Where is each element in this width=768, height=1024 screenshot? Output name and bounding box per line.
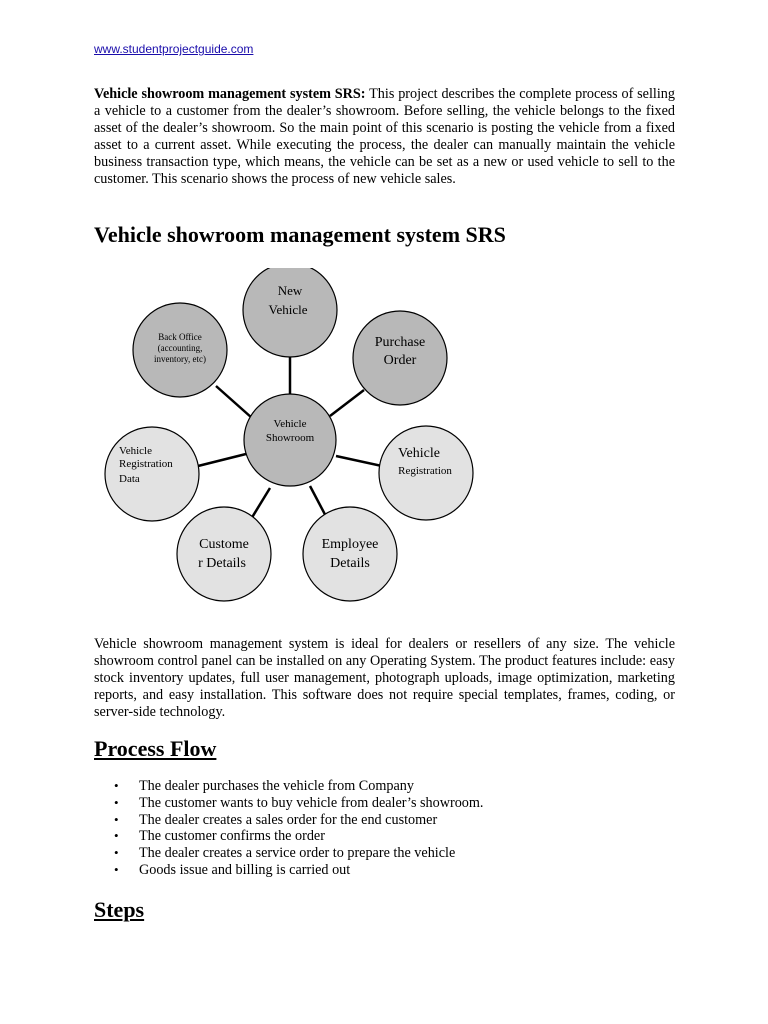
site-link[interactable]: www.studentprojectguide.com bbox=[94, 42, 254, 56]
intro-paragraph bbox=[94, 86, 675, 188]
node-employee-details-label-1: Employee bbox=[321, 537, 379, 552]
node-customer-details-circle bbox=[177, 507, 271, 601]
node-employee-details-circle bbox=[303, 507, 397, 601]
node-vehicle-registration-data-label-2: Registration bbox=[119, 458, 173, 470]
list-item: • The dealer creates a service order to prepare the vehicle bbox=[94, 845, 675, 862]
node-employee-details-label-2: Details bbox=[330, 556, 370, 571]
node-vehicle-registration-data-label-3: Data bbox=[119, 473, 140, 485]
node-vehicle-registration bbox=[379, 426, 473, 520]
node-vehicle-registration-label-1: Vehicle bbox=[398, 446, 440, 461]
node-back-office-label-1: Back Office bbox=[158, 332, 202, 342]
connector-vehicle-registration-data bbox=[198, 454, 246, 466]
node-employee-details bbox=[303, 507, 397, 601]
node-customer-details-label-1: Custome bbox=[199, 537, 249, 552]
node-purchase-order bbox=[353, 311, 447, 405]
node-back-office-label-2: (accounting, bbox=[157, 343, 203, 353]
list-item: • The customer confirms the order bbox=[94, 828, 675, 845]
node-purchase-order-label-1: Purchase bbox=[374, 335, 426, 350]
node-new-vehicle-label-1: New bbox=[277, 283, 303, 298]
node-purchase-order-label-2: Order bbox=[383, 353, 417, 368]
features-paragraph: Vehicle showroom management system is ideal for dealers or resellers of any size. The vehicle showroom control panel can be installed on any Operating System. The product features include: easy stock inventory updates, full user management, photograph uploads, image optimization, marketing reports, and easy installation. This software does not require special templates, frames, coding, or server-side technology. bbox=[94, 636, 675, 720]
srs-diagram bbox=[100, 268, 480, 614]
node-center-label-1: Vehicle bbox=[273, 418, 307, 430]
intro-body: This project describes the complete process of selling a vehicle to a customer from the dealer’s showroom. Before selling, the vehicle belongs to the fixed asset of the dealer’s showroom. So the main point of this scenario is posting the vehicle from a fixed asset to a current asset. While executing the process, the dealer can manually maintain the vehicle business transaction type, which means, the vehicle can be set as a new or used vehicle to sell to the customer. This scenario shows the process of new vehicle sales. bbox=[94, 86, 675, 187]
node-back-office-label-3: inventory, etc) bbox=[154, 354, 206, 364]
node-center bbox=[244, 394, 336, 486]
list-item: • The dealer purchases the vehicle from Company bbox=[94, 778, 675, 795]
srs-heading: Vehicle showroom management system SRS bbox=[94, 222, 506, 247]
node-new-vehicle bbox=[243, 268, 337, 357]
connector-purchase-order bbox=[330, 390, 364, 416]
node-customer-details bbox=[177, 507, 271, 601]
node-new-vehicle-label-2: Vehicle bbox=[268, 302, 308, 317]
connector-vehicle-registration bbox=[336, 456, 382, 466]
node-vehicle-registration-data bbox=[105, 427, 199, 521]
connector-back-office bbox=[216, 386, 252, 418]
list-item: • The customer wants to buy vehicle from dealer’s showroom. bbox=[94, 795, 675, 812]
node-center-label-2: Showroom bbox=[265, 432, 315, 444]
process-flow-list bbox=[94, 778, 675, 879]
node-customer-details-label-2: r Details bbox=[198, 556, 246, 571]
process-flow-heading: Process Flow bbox=[94, 736, 217, 761]
intro-lead: Vehicle showroom management system SRS: bbox=[94, 86, 366, 102]
list-item: • The dealer creates a sales order for the end customer bbox=[94, 812, 675, 829]
node-vehicle-registration-label-2: Registration bbox=[398, 465, 452, 477]
steps-heading: Steps bbox=[94, 897, 145, 922]
node-vehicle-registration-data-label-1: Vehicle bbox=[119, 445, 152, 457]
list-item: • Goods issue and billing is carried out bbox=[94, 862, 675, 879]
node-back-office bbox=[133, 303, 227, 397]
